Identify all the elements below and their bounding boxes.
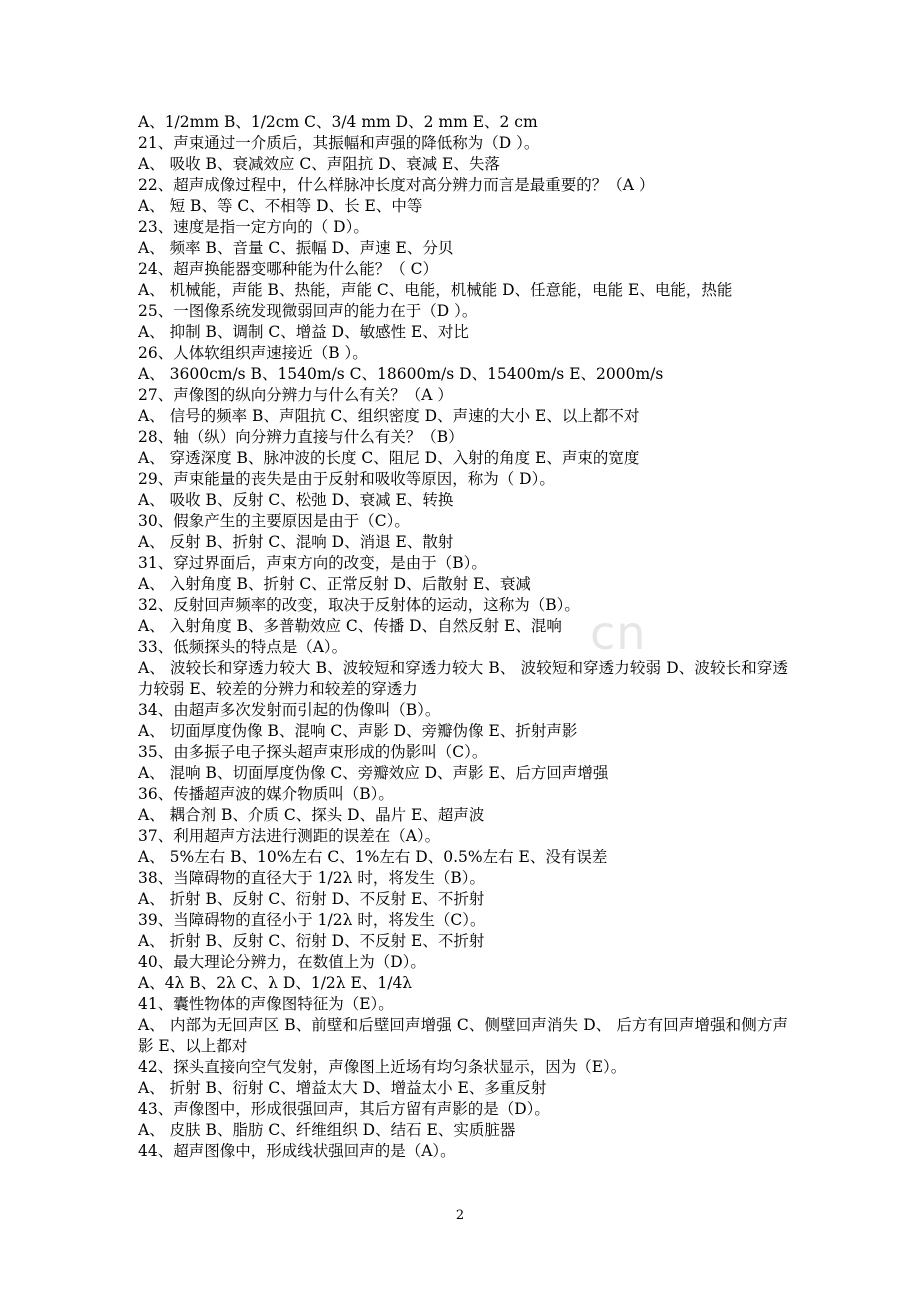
- question-line: 31、穿过界面后，声束方向的改变，是由于（B）。: [138, 554, 487, 572]
- question-line: 25、一图像系统发现微弱回声的能力在于（D ）。: [138, 302, 478, 320]
- options-line: A、 机械能，声能 B、热能，声能 C、电能，机械能 D、任意能，电能 E、电能，热能: [138, 281, 733, 299]
- options-line: A、 切面厚度伪像 B、混响 C、声影 D、旁瓣伪像 E、折射声影: [138, 722, 578, 740]
- question-line: 32、反射回声频率的改变，取决于反射体的运动，这称为（B）。: [138, 596, 580, 614]
- question-line: 23、速度是指一定方向的（ D）。: [138, 218, 369, 236]
- page-number: 2: [455, 1208, 465, 1223]
- question-line: 29、声束能量的丧失是由于反射和吸收等原因，称为（ D）。: [138, 470, 555, 488]
- options-line: A、 信号的频率 B、声阻抗 C、组织密度 D、声速的大小 E、以上都不对: [138, 407, 640, 425]
- options-line: A、 波较长和穿透力较大 B、波较短和穿透力较大 B、 波较短和穿透力较弱 D、波较长和穿透力较弱 E、较差的分辨力和较差的穿透力: [138, 659, 788, 698]
- options-line: A、 折射 B、反射 C、衍射 D、不反射 E、不折射: [138, 890, 485, 908]
- document-body: [138, 112, 788, 1162]
- watermark: cn: [590, 606, 647, 660]
- question-line: 35、由多振子电子探头超声束形成的伪影叫（C）。: [138, 743, 488, 761]
- options-line: A、 短 B、等 C、不相等 D、长 E、中等: [138, 197, 423, 215]
- question-line: 38、当障碍物的直径大于 1/2λ 时，将发生（B）。: [138, 869, 485, 887]
- text-line: A、1/2mm B、1/2cm C、3/4 mm D、2 mm E、2 cm: [138, 113, 538, 131]
- question-line: 27、声像图的纵向分辨力与什么有关？（A ）: [138, 386, 453, 404]
- question-line: 30、假象产生的主要原因是由于（C）。: [138, 512, 410, 530]
- options-line: A、4λ B、2λ C、λ D、1/2λ E、1/4λ: [138, 974, 413, 992]
- options-line: A、 内部为无回声区 B、前壁和后壁回声增强 C、侧壁回声消失 D、 后方有回声增强和侧方声影 E、以上都对: [138, 1016, 788, 1055]
- options-line: A、 频率 B、音量 C、振幅 D、声速 E、分贝: [138, 239, 454, 257]
- question-line: 42、探头直接向空气发射，声像图上近场有均匀条状显示，因为（E）。: [138, 1058, 627, 1076]
- question-line: 37、利用超声方法进行测距的误差在（A）。: [138, 827, 441, 845]
- question-line: 21、声束通过一介质后，其振幅和声强的降低称为（D ）。: [138, 134, 540, 152]
- options-line: A、 折射 B、衍射 C、增益太大 D、增益太小 E、多重反射: [138, 1079, 547, 1097]
- options-line: A、 吸收 B、衰减效应 C、声阻抗 D、衰减 E、失落: [138, 155, 500, 173]
- options-line: A、 折射 B、反射 C、衍射 D、不反射 E、不折射: [138, 932, 485, 950]
- question-line: 43、声像图中，形成很强回声，其后方留有声影的是（D）。: [138, 1100, 550, 1118]
- options-line: A、 反射 B、折射 C、混响 D、消退 E、散射: [138, 533, 454, 551]
- options-line: A、 耦合剂 B、介质 C、探头 D、晶片 E、超声波: [138, 806, 485, 824]
- question-line: 39、当障碍物的直径小于 1/2λ 时，将发生（C）。: [138, 911, 486, 929]
- question-line: 41、囊性物体的声像图特征为（E）。: [138, 995, 394, 1013]
- question-line: 40、最大理论分辨力，在数值上为（D）。: [138, 953, 426, 971]
- options-line: A、 穿透深度 B、脉冲波的长度 C、阻尼 D、入射的角度 E、声束的宽度: [138, 449, 640, 467]
- question-line: 24、超声换能器变哪种能为什么能？（ C）: [138, 260, 439, 278]
- options-line: A、 皮肤 B、脂肪 C、纤维组织 D、结石 E、实质脏器: [138, 1121, 516, 1139]
- options-line: A、 入射角度 B、多普勒效应 C、传播 D、自然反射 E、混响: [138, 617, 562, 635]
- question-line: 26、人体软组织声速接近（B ）。: [138, 344, 368, 362]
- question-line: 28、轴（纵）向分辨力直接与什么有关？（B）: [138, 428, 464, 446]
- options-line: A、 入射角度 B、折射 C、正常反射 D、后散射 E、衰减: [138, 575, 531, 593]
- question-line: 33、低频探头的特点是（A）。: [138, 638, 348, 656]
- options-line: A、 抑制 B、调制 C、增益 D、敏感性 E、对比: [138, 323, 469, 341]
- question-line: 34、由超声多次发射而引起的伪像叫（B）。: [138, 701, 441, 719]
- options-line: A、 5%左右 B、10%左右 C、1%左右 D、0.5%左右 E、没有误差: [138, 848, 608, 866]
- options-line: A、 混响 B、切面厚度伪像 C、旁瓣效应 D、声影 E、后方回声增强: [138, 764, 609, 782]
- question-line: 44、超声图像中，形成线状强回声的是（A）。: [138, 1142, 456, 1160]
- options-line: A、 吸收 B、反射 C、松弛 D、衰减 E、转换: [138, 491, 454, 509]
- question-line: 36、传播超声波的媒介物质叫（B）。: [138, 785, 394, 803]
- options-line: A、 3600cm/s B、1540m/s C、18600m/s D、15400m/s E、2000m/s: [138, 365, 664, 383]
- question-line: 22、超声成像过程中，什么样脉冲长度对高分辨力而言是最重要的？（A ）: [138, 176, 655, 194]
